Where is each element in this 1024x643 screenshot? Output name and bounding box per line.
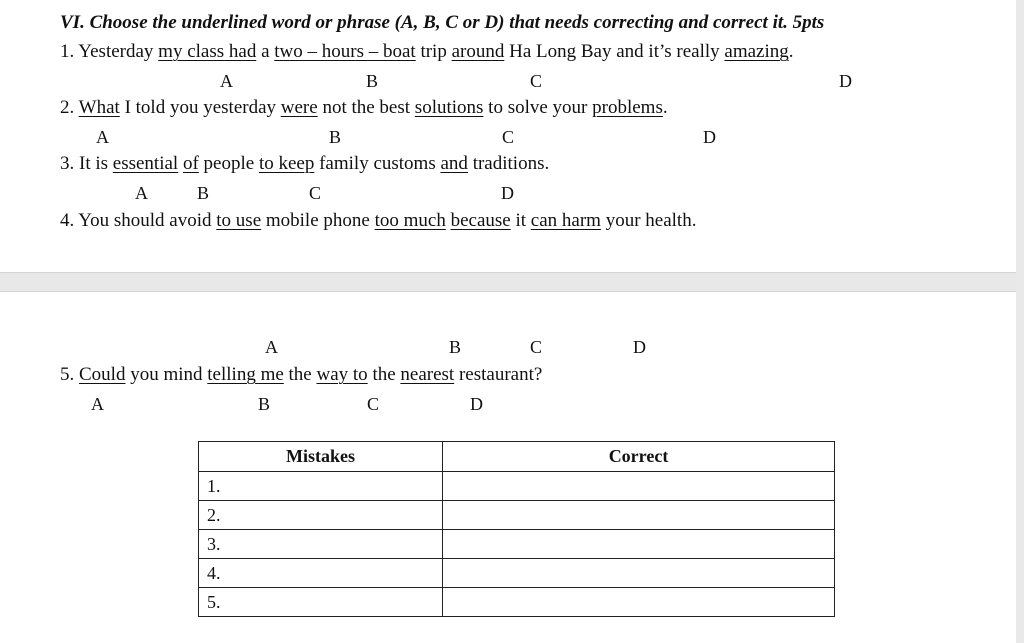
q2-text: .	[662, 97, 668, 118]
q4-letter-c: C	[530, 337, 543, 357]
table-row	[199, 530, 835, 559]
correct-cell[interactable]	[443, 501, 835, 530]
correct-cell[interactable]	[443, 472, 835, 501]
q4-option-a: to use	[216, 210, 262, 231]
q3-text: people	[198, 153, 259, 174]
q3-option-d: and	[440, 153, 468, 174]
q3-text: family customs	[314, 153, 441, 174]
q5-text: restaurant?	[454, 364, 543, 385]
q3-letter-a: A	[135, 183, 148, 203]
q5-letter-b: B	[258, 394, 271, 414]
q4-text: your health.	[600, 210, 697, 231]
q3-number: 3.	[60, 153, 75, 174]
row-number: 1.	[199, 472, 443, 501]
q3-text: It is	[79, 153, 113, 174]
table-row	[199, 588, 835, 617]
q1-option-c: around	[451, 41, 505, 62]
q5-letter-a: A	[91, 394, 104, 414]
q2-option-a: What	[78, 97, 120, 118]
q1-letter-b: B	[366, 71, 379, 91]
q1-text: Yesterday	[78, 41, 159, 62]
q3-letter-c: C	[309, 183, 322, 203]
q1-text: trip	[415, 41, 452, 62]
q1-option-a: my class had	[158, 41, 257, 62]
q1-text: .	[788, 41, 794, 62]
q1-letter-d: D	[839, 71, 852, 91]
scroll-edge	[1016, 0, 1024, 643]
q3-option-c: to keep	[258, 153, 315, 174]
q2-letter-a: A	[96, 127, 109, 147]
q4-text: You should avoid	[78, 210, 217, 231]
q1-option-b: two – hours – boat	[274, 41, 416, 62]
q4-letter-d: D	[633, 337, 646, 357]
q5-text: the	[283, 364, 317, 385]
q5-text: the	[367, 364, 401, 385]
q5-number: 5.	[60, 364, 75, 385]
q2-text: not the best	[317, 97, 415, 118]
q4-letter-b: B	[449, 337, 462, 357]
q5-text: you mind	[125, 364, 208, 385]
exercise-heading: VI. Choose the underlined word or phrase (A, B, C or D) that needs correcting and correct it. 5pts	[60, 12, 825, 33]
q2-text: to solve your	[483, 97, 593, 118]
q1-letter-a: A	[220, 71, 233, 91]
table-row	[199, 501, 835, 530]
q5-option-c: way to	[316, 364, 368, 385]
row-number: 4.	[199, 559, 443, 588]
question-1	[60, 41, 794, 63]
q1-text: Ha Long Bay and it’s really	[504, 41, 725, 62]
q3-letter-d: D	[501, 183, 514, 203]
table-row	[199, 472, 835, 501]
header-correct: Correct	[443, 442, 835, 472]
q5-option-b: telling me	[207, 364, 284, 385]
table-row	[199, 559, 835, 588]
q2-option-b: were	[280, 97, 318, 118]
q4-letter-a: A	[265, 337, 278, 357]
q5-option-d: nearest	[400, 364, 455, 385]
q2-letter-b: B	[329, 127, 342, 147]
q4-text: it	[510, 210, 531, 231]
q2-number: 2.	[60, 97, 75, 118]
q2-option-d: problems	[592, 97, 663, 118]
q4-option-c: because	[450, 210, 511, 231]
question-2	[60, 97, 668, 119]
q3-letter-b: B	[197, 183, 210, 203]
q5-option-a: Could	[79, 364, 126, 385]
q3-option-a: essential	[112, 153, 179, 174]
q2-text: I told you yesterday	[119, 97, 281, 118]
table-header-row	[199, 442, 835, 472]
answer-table	[198, 441, 835, 617]
q2-letter-c: C	[502, 127, 515, 147]
row-number: 3.	[199, 530, 443, 559]
row-number: 5.	[199, 588, 443, 617]
q1-option-d: amazing	[724, 41, 789, 62]
q1-number: 1.	[60, 41, 75, 62]
correct-cell[interactable]	[443, 588, 835, 617]
header-mistakes: Mistakes	[199, 442, 443, 472]
correct-cell[interactable]	[443, 559, 835, 588]
q3-option-b: of	[182, 153, 199, 174]
q2-option-c: solutions	[414, 97, 484, 118]
question-5	[60, 364, 542, 386]
question-3	[60, 153, 549, 175]
q4-number: 4.	[60, 210, 75, 231]
q4-option-b: too much	[374, 210, 446, 231]
row-number: 2.	[199, 501, 443, 530]
q4-text: mobile phone	[261, 210, 375, 231]
q5-letter-c: C	[367, 394, 380, 414]
q5-letter-d: D	[470, 394, 483, 414]
q2-letter-d: D	[703, 127, 716, 147]
q1-text: a	[256, 41, 275, 62]
page-break-gap	[0, 272, 1016, 292]
q4-option-d: can harm	[530, 210, 601, 231]
correct-cell[interactable]	[443, 530, 835, 559]
question-4	[60, 210, 696, 232]
q1-letter-c: C	[530, 71, 543, 91]
q3-text: traditions.	[467, 153, 550, 174]
